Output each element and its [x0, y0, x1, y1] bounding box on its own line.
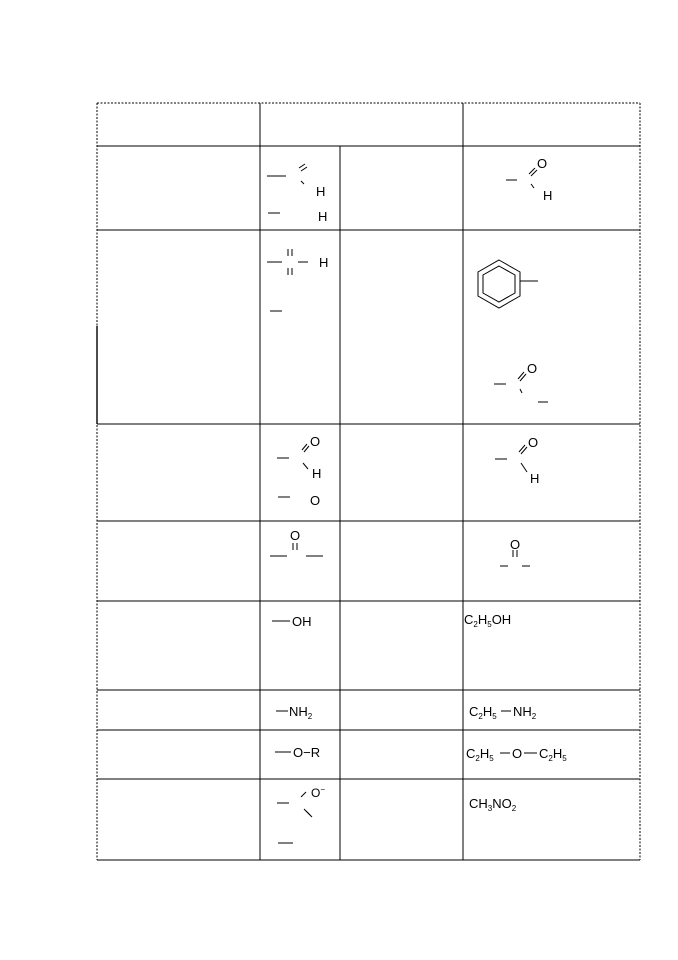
nitro-struct-o-minus: O−: [311, 785, 326, 800]
ketone-example-o: O: [510, 537, 521, 552]
amine-struct-nh2: $NH_2$: [289, 704, 313, 721]
amine-example-nh2: $NH_2$: [513, 704, 537, 721]
amine-example-ethyl: $C_2H_5$: [469, 704, 497, 721]
benzene-ring: [478, 260, 520, 308]
carboxyl-example-o: O: [528, 435, 539, 450]
alcohol-struct-oh: OH: [292, 614, 312, 629]
aldehyde-struct-h-1: H: [316, 184, 326, 199]
ether-example-o: O: [512, 746, 523, 761]
ether-struct-or: O−R: [293, 745, 321, 760]
ether-example-ethyl-2: $C_2H_5$: [539, 746, 567, 763]
aldehyde-example-h: H: [543, 188, 553, 203]
aldehyde-example-o: O: [537, 156, 548, 171]
carboxyl-struct-o2: O: [310, 493, 321, 508]
carboxyl-struct-o: O: [310, 434, 321, 449]
ether-example-ethyl-1: $C_2H_5$: [466, 746, 494, 763]
alcohol-example: $C_2H_5OH$: [464, 612, 512, 629]
aldehyde-struct-h-2: H: [318, 209, 328, 224]
carboxyl-struct-h: H: [312, 466, 322, 481]
aromatic-struct-h: H: [319, 255, 329, 270]
nitro-example: $CH_3NO_2$: [469, 796, 517, 813]
carboxyl-example-h: H: [530, 471, 540, 486]
aromatic-ketone-o: O: [527, 361, 538, 376]
ketone-struct-o: O: [290, 528, 301, 543]
